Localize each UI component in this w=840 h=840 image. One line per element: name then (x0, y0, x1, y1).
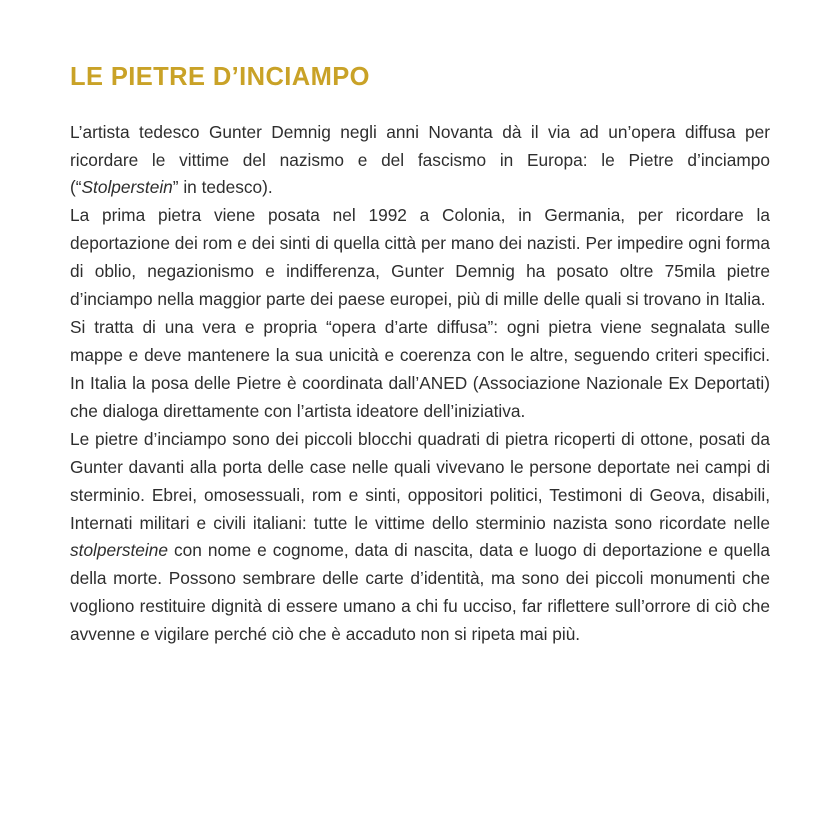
paragraph-4 (70, 426, 770, 649)
paragraph-1-segment-3: ” in tedesco). (172, 177, 273, 198)
paragraph-2-segment-1: La prima pietra viene posata nel 1992 a Colonia, in Germania, per ricordare la deportazione dei rom e dei sinti di quella città per mano dei nazisti. Per impedire ogni forma di oblio, negazionismo e indifferenza, Gunter Demnig ha posato oltre 75mila pietre d’inciampo nella maggior parte dei paese europei, più di mille delle quali si trovano in Italia. (70, 205, 770, 310)
paragraph-3 (70, 314, 770, 426)
paragraph-1-segment-1: L’artista tedesco Gunter Demnig negli anni Novanta dà il via ad un’opera diffusa per ricordare le vittime del nazismo e del fascismo in Europa: le Pietre d’inciampo (“ (70, 121, 770, 198)
paragraph-2 (70, 202, 770, 314)
document-body (70, 119, 770, 650)
paragraph-1 (70, 119, 770, 203)
paragraph-3-segment-1: Si tratta di una vera e propria “opera d’arte diffusa”: ogni pietra viene segnalata sulle mappe e deve mantenere la sua unicità e coerenza con le altre, seguendo criteri specifici. In Italia la posa delle Pietre è coordinata dall’ANED (Associazione Nazionale Ex Deportati) che dialoga direttamente con l’artista ideatore dell’iniziativa. (70, 317, 770, 421)
page-title: LE PIETRE D’INCIAMPO (70, 63, 370, 91)
paragraph-4-segment-1: Le pietre d’inciampo sono dei piccoli blocchi quadrati di pietra ricoperti di ottone, posati da Gunter davanti alla porta delle case nelle quali vivevano le persone deportate nei campi di sterminio. Ebrei, omosessuali, rom e sinti, oppositori politici, Testimoni di Geova, disabili, Internati militari e civili italiani: tutte le vittime dello sterminio nazista sono ricordate nelle (70, 428, 770, 533)
paragraph-1-segment-2-italic: Stolperstein (81, 177, 173, 198)
paragraph-4-segment-2-italic: stolpersteine (70, 540, 168, 561)
paragraph-4-segment-3: con nome e cognome, data di nascita, data e luogo di deportazione e quella della morte. Possono sembrare delle carte d’identità, ma sono dei piccoli monumenti che vogliono restituire dignità di essere umano a chi fu ucciso, far riflettere sull’orrore di ciò che avvenne e vigilare perché ciò che è accaduto non si ripeta mai più. (70, 540, 770, 645)
